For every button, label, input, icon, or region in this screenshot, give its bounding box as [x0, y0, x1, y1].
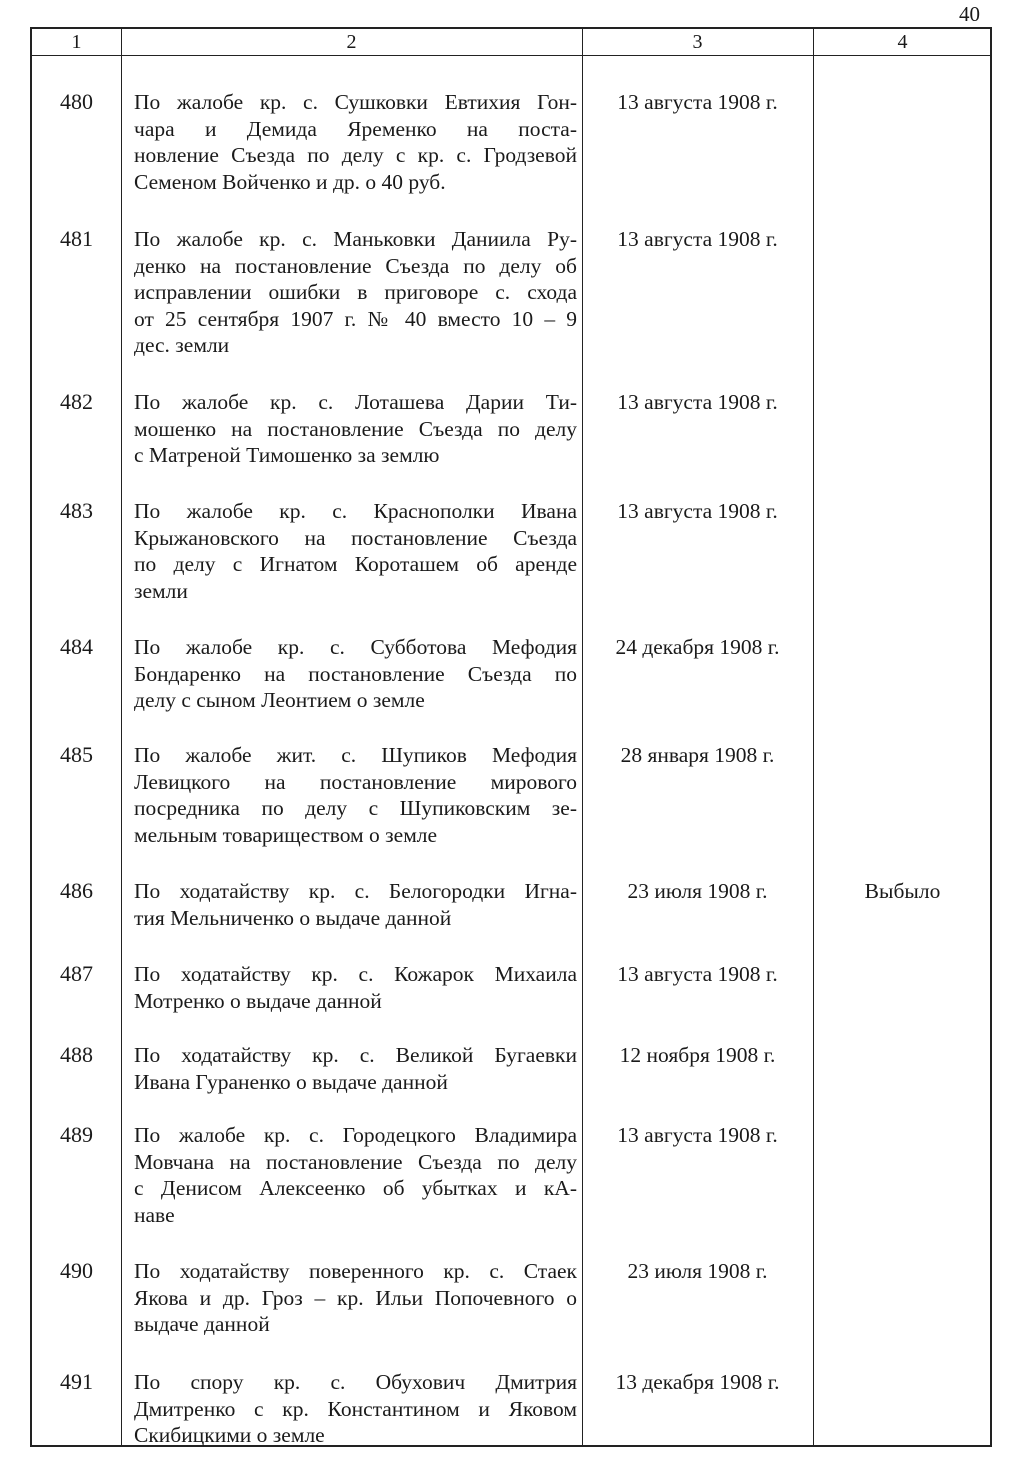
- description-line: Якова и др. Гроз – кр. Ильи Попочевного о: [134, 1285, 577, 1310]
- entry-description: [134, 742, 577, 848]
- description-line: По жалобе кр. с. Маньковки Даниила Ру-: [134, 227, 577, 251]
- entry-number: 481: [60, 226, 93, 251]
- column-divider: [813, 29, 814, 1445]
- entry-description: [134, 1369, 577, 1449]
- description-line: дес. земли: [134, 333, 230, 357]
- column-header-2: 2: [346, 31, 357, 53]
- description-line: новление Съезда по делу с кр. с. Гродзевой: [134, 143, 577, 167]
- description-line: По спору кр. с. Обухович Дмитрия: [134, 1370, 577, 1394]
- entry-date: 13 августа 1908 г.: [617, 499, 778, 523]
- table-header: [32, 29, 990, 56]
- entry-date: 13 декабря 1908 г.: [615, 1370, 780, 1394]
- entry-description: [134, 878, 577, 931]
- column-header-1: 1: [71, 31, 82, 53]
- entry-date: 13 августа 1908 г.: [617, 90, 778, 114]
- description-line: чара и Демида Яременко на поста-: [134, 116, 577, 141]
- description-line: тия Мельниченко о выдаче данной: [134, 905, 452, 930]
- entry-number: 491: [60, 1369, 93, 1394]
- description-line: Крыжановского на постановление Съезда: [134, 525, 577, 550]
- entry-description: [134, 89, 577, 195]
- description-line: По ходатайству кр. с. Белогородки Игна-: [134, 879, 577, 903]
- description-line: По ходатайству кр. с. Кожарок Михаила: [134, 962, 577, 986]
- entry-date: 13 августа 1908 г.: [617, 390, 778, 414]
- entry-number: 484: [60, 634, 93, 659]
- entry-note: Выбыло: [864, 879, 941, 903]
- register-table: [30, 27, 992, 1447]
- description-line: По жалобе кр. с. Лоташева Дарии Ти-: [134, 390, 577, 414]
- entry-number: 488: [60, 1042, 93, 1067]
- entry-number: 480: [60, 89, 93, 114]
- entry-description: [134, 634, 577, 714]
- entry-date: 13 августа 1908 г.: [617, 227, 778, 251]
- description-line: денко на постановление Съезда по делу об: [134, 253, 577, 278]
- description-line: По жалобе жит. с. Шупиков Мефодия: [134, 743, 577, 767]
- description-line: от 25 сентября 1907 г. № 40 вместо 10 – 9: [134, 306, 577, 331]
- entry-description: [134, 389, 577, 469]
- description-line: По жалобе кр. с. Субботова Мефодия: [134, 635, 577, 659]
- description-line: земли: [134, 578, 188, 603]
- description-line: выдаче данной: [134, 1312, 270, 1336]
- entry-number: 489: [60, 1122, 93, 1147]
- entry-date: 13 августа 1908 г.: [617, 962, 778, 986]
- column-divider: [121, 29, 122, 1445]
- entry-description: [134, 1122, 577, 1228]
- entry-date: 28 января 1908 г.: [620, 743, 775, 767]
- description-line: мельным товариществом о земле: [134, 822, 438, 847]
- entry-description: [134, 498, 577, 604]
- entry-description: [134, 1042, 577, 1095]
- description-line: делу с сыном Леонтием о земле: [134, 688, 425, 712]
- entry-number: 487: [60, 961, 93, 986]
- description-line: мошенко на постановление Съезда по делу: [134, 416, 577, 441]
- description-line: По ходатайству поверенного кр. с. Стаек: [134, 1259, 577, 1283]
- entry-description: [134, 226, 577, 359]
- description-line: Мотренко о выдаче данной: [134, 988, 382, 1013]
- description-line: Мовчана на постановление Съезда по делу: [134, 1149, 577, 1174]
- description-line: Скибицкими о земле: [134, 1423, 325, 1447]
- description-line: По ходатайству кр. с. Великой Бугаевки: [134, 1043, 577, 1067]
- entry-number: 483: [60, 498, 93, 523]
- description-line: наве: [134, 1202, 175, 1227]
- column-header-3: 3: [692, 31, 703, 53]
- page-number: 40: [959, 2, 980, 26]
- description-line: по делу с Игнатом Короташем об аренде: [134, 552, 577, 576]
- entry-date: 23 июля 1908 г.: [627, 1259, 768, 1283]
- column-header-4: 4: [897, 31, 908, 53]
- description-line: Ивана Гураненко о выдаче данной: [134, 1069, 448, 1094]
- entry-number: 485: [60, 742, 93, 767]
- description-line: с Денисом Алексеенко об убытках и кА-: [134, 1176, 577, 1200]
- description-line: с Матреной Тимошенко за землю: [134, 443, 440, 467]
- entry-date: 12 ноября 1908 г.: [619, 1043, 776, 1067]
- entry-description: [134, 961, 577, 1014]
- description-line: Левицкого на постановление мирового: [134, 769, 577, 794]
- entry-number: 482: [60, 389, 93, 414]
- description-line: исправлении ошибки в приговоре с. схода: [134, 280, 577, 304]
- description-line: По жалобе кр. с. Городецкого Владимира: [134, 1123, 577, 1147]
- entry-date: 24 декабря 1908 г.: [615, 635, 780, 659]
- entry-date: 23 июля 1908 г.: [627, 879, 768, 903]
- entry-number: 490: [60, 1258, 93, 1283]
- description-line: посредника по делу с Шупиковским зе-: [134, 796, 577, 820]
- description-line: Семеном Войченко и др. о 40 руб.: [134, 169, 446, 194]
- description-line: По жалобе кр. с. Сушковки Евтихия Гон-: [134, 90, 577, 114]
- description-line: Бондаренко на постановление Съезда по: [134, 661, 577, 686]
- description-line: Дмитренко с кр. Константином и Яковом: [134, 1396, 577, 1421]
- entry-number: 486: [60, 878, 93, 903]
- entry-description: [134, 1258, 577, 1338]
- entry-date: 13 августа 1908 г.: [617, 1123, 778, 1147]
- description-line: По жалобе кр. с. Краснополки Ивана: [134, 499, 577, 523]
